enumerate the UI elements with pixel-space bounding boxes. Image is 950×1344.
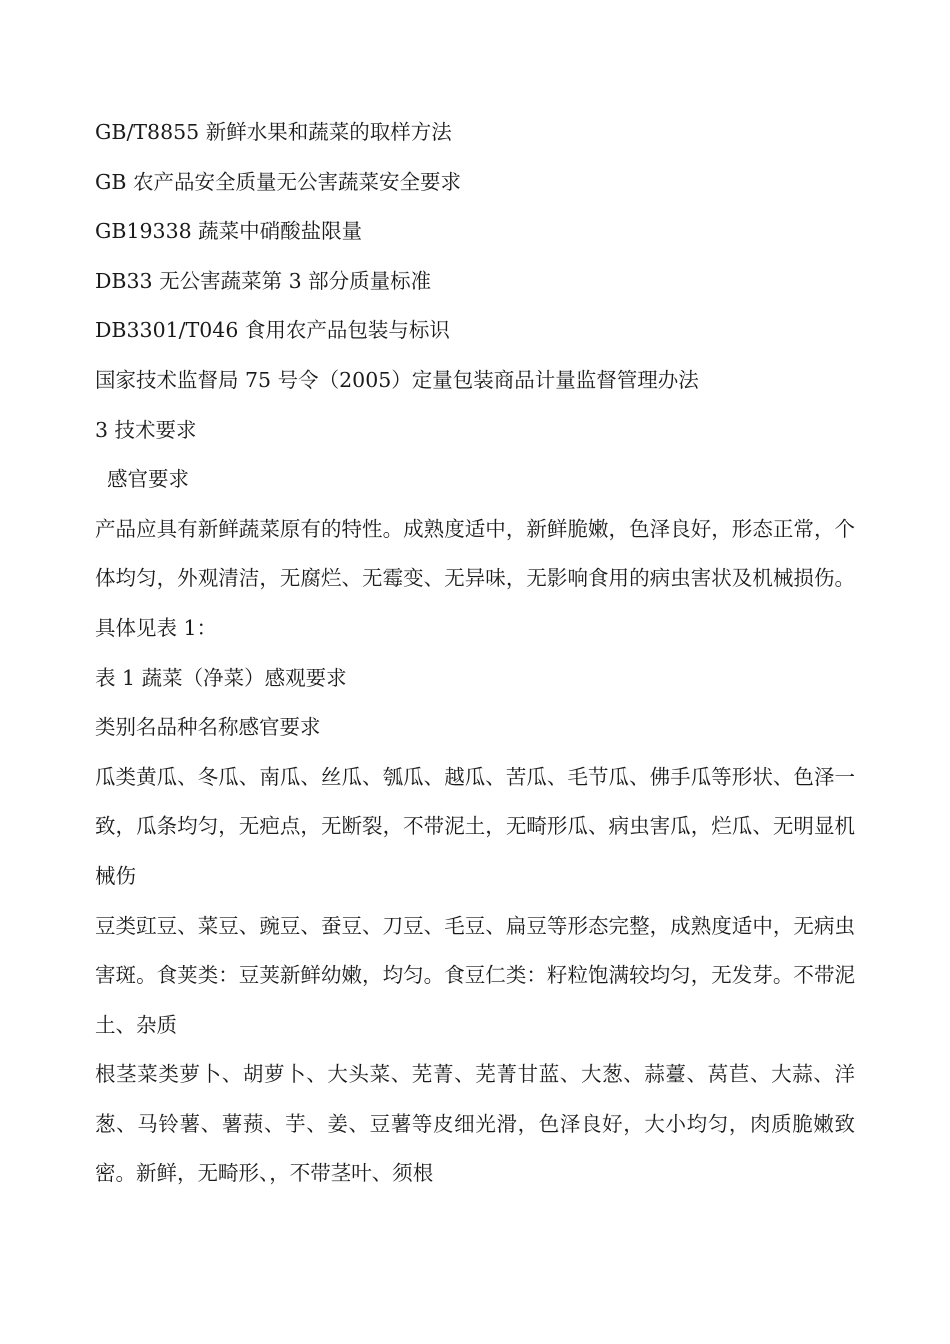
table-row: 瓜类黄瓜、冬瓜、南瓜、丝瓜、瓠瓜、越瓜、苦瓜、毛节瓜、佛手瓜等形状、色泽一致，瓜条均匀，无疤点，无断裂，不带泥土，无畸形瓜、病虫害瓜，烂瓜、无明显机械伤: [95, 764, 855, 888]
intro-paragraph: 产品应具有新鲜蔬菜原有的特性。成熟度适中，新鲜脆嫩，色泽良好，形态正常，个体均匀，外观清洁，无腐烂、无霉变、无异味，无影响食用的病虫害状及机械损伤。具体见表 1：: [95, 516, 855, 640]
document-body: [95, 108, 855, 1199]
subsection-heading: 感官要求: [107, 467, 189, 492]
reference-line: DB3301/T046 食用农产品包装与标识: [95, 318, 450, 343]
table-header: 类别名品种名称感官要求: [95, 715, 321, 740]
section-heading: 3 技术要求: [95, 417, 197, 442]
table-row: 根茎菜类萝卜、胡萝卜、大头菜、芜菁、芜菁甘蓝、大葱、蒜薹、莴苣、大蒜、洋葱、马铃薯、薯蓣、芋、姜、豆薯等皮细光滑，色泽良好，大小均匀，肉质脆嫩致密。新鲜，无畸形、，不带茎叶、须根: [95, 1062, 855, 1186]
reference-line: GB19338 蔬菜中硝酸盐限量: [95, 219, 363, 244]
reference-line: 国家技术监督局 75 号令（2005）定量包装商品计量监督管理办法: [95, 367, 699, 392]
reference-line: GB 农产品安全质量无公害蔬菜安全要求: [95, 169, 461, 194]
table-row: 豆类豇豆、菜豆、豌豆、蚕豆、刀豆、毛豆、扁豆等形态完整，成熟度适中，无病虫害斑。食荚类：豆荚新鲜幼嫩，均匀。食豆仁类：籽粒饱满较均匀，无发芽。不带泥土、杂质: [95, 913, 855, 1037]
reference-line: GB/T8855 新鲜水果和蔬菜的取样方法: [95, 120, 452, 144]
reference-line: DB33 无公害蔬菜第 3 部分质量标准: [95, 268, 432, 293]
table-caption: 表 1 蔬菜（净菜）感观要求: [95, 665, 347, 690]
